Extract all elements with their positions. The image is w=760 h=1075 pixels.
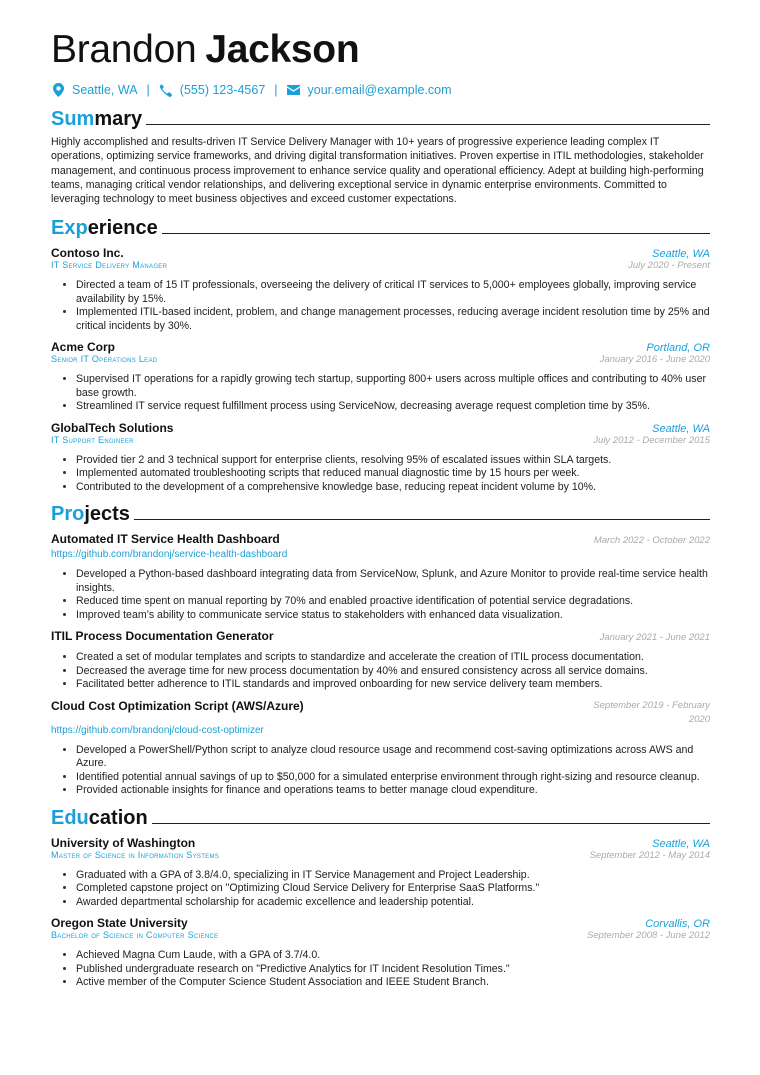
section-title-accent: Exp [51,217,88,240]
bullet-item: • Developed a PowerShell/Python script to analyze cloud resource usage and recommend cost-saving optimizations across AWS and Azure. [76,744,710,771]
job-location: Portland, OR [646,342,710,355]
bullet-item: • Created a set of modular templates and scripts to standardize and accelerate the creation of ITIL process documentation. [76,651,710,665]
bullet-item: • Active member of the Computer Science Student Association and IEEE Student Branch. [76,976,710,990]
contact-phone[interactable] [159,83,265,97]
bullet-item: • Improved team’s ability to communicate service status to stakeholders with enhanced data visualization. [76,609,710,623]
first-name: Brandon [51,28,197,71]
bullet-item: • Streamlined IT service request fulfillment process using ServiceNow, decreasing average request completion time by 35%. [76,400,710,414]
email-text: your.email@example.com [307,83,452,97]
map-pin-icon [51,83,65,97]
bullet-item: • Awarded departmental scholarship for academic excellence and leadership potential. [76,896,710,910]
contact-email[interactable] [287,83,452,97]
envelope-icon [287,83,301,97]
contact-separator: | [274,83,278,97]
bullet-list [51,651,710,692]
education-entry [51,836,710,910]
section-divider [162,233,710,234]
project-title: ITIL Process Documentation Generator [51,629,274,644]
job-location: Seattle, WA [652,422,710,435]
bullet-item: • Implemented automated troubleshooting scripts that reduced manual diagnostic time by 15 hours per week. [76,467,710,481]
school-location: Corvallis, OR [645,918,710,931]
bullet-item: • Developed a Python-based dashboard integrating data from ServiceNow, Splunk, and Azure Monitor to provide real-time service health insights. [76,568,710,595]
project-link[interactable]: https://github.com/brandonj/service-health-dashboard [51,549,288,561]
section-title-rest: cation [88,806,148,829]
education-dates: September 2008 - June 2012 [586,930,710,942]
job-location: Seattle, WA [652,248,710,261]
candidate-name [51,26,710,74]
bullet-item: • Provided actionable insights for finance and operations teams to better manage cloud expenditure. [76,784,710,798]
experience-entry [51,421,710,495]
education-dates: September 2012 - May 2014 [589,849,710,861]
project-dates: March 2022 - October 2022 [593,535,710,547]
school-name: University of Washington [51,835,196,850]
bullet-list [51,949,710,990]
section-divider [152,823,710,824]
job-dates: January 2016 - June 2020 [599,354,710,366]
bullet-item: • Directed a team of 15 IT professionals, overseeing the delivery of critical IT services to 5,000+ employees globally, improving service availability by 15%. [76,279,710,306]
job-dates: July 2020 - Present [628,260,710,272]
phone-icon [159,83,173,97]
education-entry [51,916,710,990]
project-title: Automated IT Service Health Dashboard [51,532,280,547]
section-divider [134,519,710,520]
degree-name: Master of Science in Information Systems [51,849,220,860]
job-title: Senior IT Operations Lead [51,354,158,365]
bullet-list [51,454,710,495]
job-title: IT Service Delivery Manager [51,260,168,271]
phone-text: (555) 123-4567 [179,83,266,97]
section-title [51,503,130,525]
projects-section-heading [51,499,710,525]
section-title-accent: Pro [51,503,85,526]
job-title: IT Support Engineer [51,434,134,445]
bullet-item: • Reduced time spent on manual reporting by 70% and enabled proactive identification of potential service degradations. [76,595,710,609]
last-name: Jackson [205,28,360,71]
location-text: Seattle, WA [72,83,138,97]
bullet-item: • Identified potential annual savings of up to $50,000 for a simulated enterprise environment through right-sizing and resource cleanup. [76,771,710,785]
project-entry [51,629,710,692]
bullet-list [51,373,710,414]
education-section-heading [51,803,710,829]
bullet-list [51,568,710,622]
bullet-item: • Completed capstone project on "Optimizing Cloud Service Delivery for Enterprise SaaS Platforms." [76,882,710,896]
contact-line [51,80,710,100]
school-location: Seattle, WA [652,837,710,850]
job-dates: July 2012 - December 2015 [593,434,710,446]
degree-name: Bachelor of Science in Computer Science [51,930,219,941]
bullet-item: • Supervised IT operations for a rapidly growing tech startup, supporting 800+ users across multiple offices and contributing to 40% user base growth. [76,373,710,400]
contact-location [51,83,138,97]
bullet-item: • Implemented ITIL-based incident, problem, and change management processes, reducing average incident resolution time by 25% and critical incidents by 30%. [76,306,710,333]
section-title [51,807,148,829]
project-entry [51,532,710,622]
bullet-list [51,279,710,333]
section-title [51,108,142,130]
experience-entry [51,340,710,414]
project-title: Cloud Cost Optimization Script (AWS/Azure) [51,698,304,713]
project-link[interactable]: https://github.com/brandonj/cloud-cost-optimizer [51,724,264,736]
employer-name: GlobalTech Solutions [51,420,174,435]
summary-text: Highly accomplished and results-driven IT Service Delivery Manager with 10+ years of progressive experience leading complex IT operations, optimizing service frameworks, and driving digital transformation initiatives. Proven expertise in ITIL methodologies, stakeholder management, and continuous process improvement to enhance service quality and operational efficiency. Adept at building high-performing teams, managing critical vendor relationships, and delivering exceptional service in dynamic enterprise environments. Committed to leveraging technology to meet business objectives and exceed customer expectations. [51,136,704,206]
project-entry [51,699,710,798]
bullet-item: • Achieved Magna Cum Laude, with a GPA of 3.7/4.0. [76,949,710,963]
bullet-item: • Contributed to the development of a comprehensive knowledge base, reducing repeat incident volume by 10%. [76,481,710,495]
section-divider [146,124,710,125]
bullet-item: • Decreased the average time for new process documentation by 40% and ensured consistency across all service domains. [76,665,710,679]
contact-separator: | [146,83,150,97]
bullet-list [51,869,710,910]
experience-entry [51,246,710,333]
section-title-accent: Edu [51,806,89,829]
section-title [51,217,158,239]
summary-section-heading [51,104,710,130]
employer-name: Contoso Inc. [51,246,124,261]
project-dates: September 2019 - February 2020 [593,699,710,725]
bullet-item: • Provided tier 2 and 3 technical support for enterprise clients, resolving 95% of escalated issues within SLA targets. [76,454,710,468]
bullet-item: • Published undergraduate research on "Predictive Analytics for IT Incident Resolution Times." [76,963,710,977]
bullet-item: • Graduated with a GPA of 3.8/4.0, specializing in IT Service Management and Project Leadership. [76,869,710,883]
bullet-list [51,744,710,798]
section-title-rest: erience [87,217,158,240]
bullet-item: • Facilitated better adherence to ITIL standards and improved onboarding for new service delivery team members. [76,678,710,692]
project-dates: January 2021 - June 2021 [599,632,710,644]
school-name: Oregon State University [51,916,188,931]
section-title-rest: mary [94,108,143,130]
section-title-accent: Sum [51,108,95,130]
employer-name: Acme Corp [51,340,116,355]
experience-section-heading [51,213,710,239]
section-title-rest: jects [84,503,130,526]
